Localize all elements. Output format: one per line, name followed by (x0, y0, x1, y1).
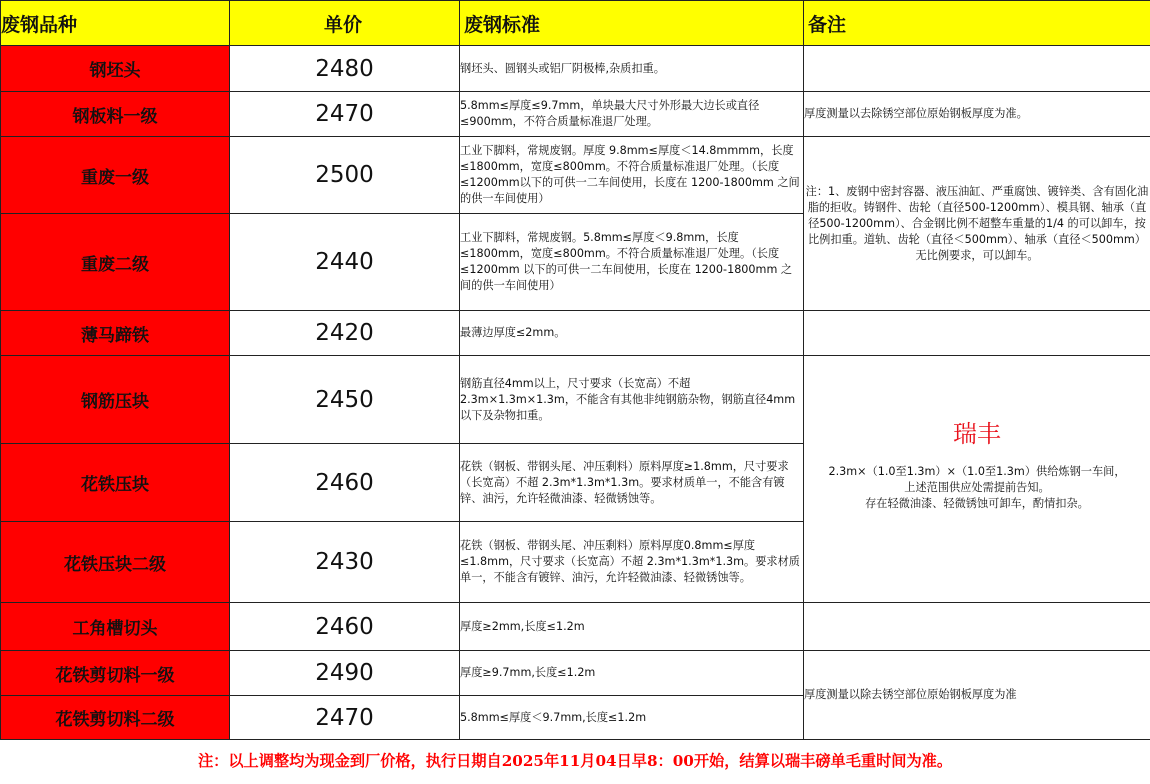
note-cell-empty (804, 603, 1150, 651)
kind-cell: 花铁剪切料二级 (1, 696, 230, 740)
standard-cell: 花铁（钢板、带钢头尾、冲压剩料）原料厚度≥1.8mm，尺寸要求（长宽高）不超 2.3m*1.3m*1.3m。要求材质单一，不能含有镀锌、油污，允许轻微油漆、轻微锈蚀等。 (460, 444, 804, 522)
header-row (1, 1, 1150, 46)
standard-cell: 钢筋直径4mm以上，尺寸要求（长宽高）不超2.3m×1.3m×1.3m，不能含有其他非纯钢筋杂物，钢筋直径4mm以下及杂物扣重。 (460, 356, 804, 444)
bale-note-line: 存在轻微油漆、轻微锈蚀可卸车，酌情扣杂。 (865, 497, 1089, 510)
kind-cell: 花铁压块 (1, 444, 230, 522)
kind-cell: 重废二级 (1, 214, 230, 311)
table-row (1, 603, 1150, 651)
kind-cell: 钢板料一级 (1, 92, 230, 137)
standard-cell: 5.8mm≤厚度≤9.7mm，单块最大尺寸外形最大边长或直径≤900mm，不符合质量标准退厂处理。 (460, 92, 804, 137)
price-cell: 2480 (230, 46, 460, 92)
standard-cell: 5.8mm≤厚度＜9.7mm,长度≤1.2m (460, 696, 804, 740)
kind-cell: 钢坯头 (1, 46, 230, 92)
table-row (1, 651, 1150, 696)
note-cell-empty (804, 46, 1150, 92)
note-shear: 厚度测量以除去锈空部位原始钢板厚度为准 (804, 651, 1150, 740)
kind-cell: 重废一级 (1, 137, 230, 214)
table-row (1, 311, 1150, 356)
price-cell: 2440 (230, 214, 460, 311)
price-cell: 2470 (230, 92, 460, 137)
standard-cell: 钢坯头、圆钢头或铝厂阴极棒,杂质扣重。 (460, 46, 804, 92)
standard-cell: 花铁（钢板、带钢头尾、冲压剩料）原料厚度0.8mm≤厚度≤1.8mm，尺寸要求（长宽高）不超 2.3m*1.3m*1.3m。要求材质单一，不能含有镀锌、油污，允许轻微油漆、轻微锈蚀等。 (460, 522, 804, 603)
standard-cell: 工业下脚料，常规废钢。5.8mm≤厚度＜9.8mm，长度≤1800mm，宽度≤800mm。不符合质量标准退厂处理。（长度≤1200mm 以下的可供一二车间使用，长度在 1200-1800mm 之间的供一车间使用） (460, 214, 804, 311)
header-note: 备注 (804, 1, 1150, 46)
price-cell: 2460 (230, 444, 460, 522)
standard-cell: 厚度≥2mm,长度≤1.2m (460, 603, 804, 651)
standard-cell: 最薄边厚度≤2mm。 (460, 311, 804, 356)
standard-cell: 厚度≥9.7mm,长度≤1.2m (460, 651, 804, 696)
price-cell: 2490 (230, 651, 460, 696)
footer-note: 注：以上调整均为现金到厂价格，执行日期自2025年11月04日早8：00开始，结算以瑞丰磅单毛重时间为准。 (197, 752, 953, 770)
kind-cell: 花铁压块二级 (1, 522, 230, 603)
kind-cell: 工角槽切头 (1, 603, 230, 651)
price-cell: 2420 (230, 311, 460, 356)
table-row (1, 137, 1150, 214)
note-heavy-scrap: 注：1、废钢中密封容器、液压油缸、严重腐蚀、镀锌类、含有固化油脂的拒收。铸钢件、齿轮（直径500-1200mm）、模具钢、轴承（直径500-1200mm）、合金钢比例不超整车重量的1/4 的可以卸车，按比例扣重。道轨、齿轮（直径＜500mm）、轴承（直径＜500mm）无比例要求，可以卸车。 (804, 137, 1150, 311)
kind-cell: 薄马蹄铁 (1, 311, 230, 356)
brand-name: 瑞丰 (953, 420, 1001, 448)
note-cell-empty (804, 311, 1150, 356)
header-price: 单价 (230, 1, 460, 46)
price-cell: 2500 (230, 137, 460, 214)
bale-note-line: 上述范围供应处需提前告知。 (904, 481, 1050, 494)
table-row (1, 92, 1150, 137)
price-cell: 2470 (230, 696, 460, 740)
price-cell: 2430 (230, 522, 460, 603)
kind-cell: 钢筋压块 (1, 356, 230, 444)
table-row (1, 46, 1150, 92)
kind-cell: 花铁剪切料一级 (1, 651, 230, 696)
table-row (1, 356, 1150, 444)
header-standard: 废钢标准 (460, 1, 804, 46)
price-cell: 2460 (230, 603, 460, 651)
note-plate-thickness: 厚度测量以去除锈空部位原始钢板厚度为准。 (804, 92, 1150, 137)
header-kind: 废钢品种 (1, 1, 230, 46)
standard-cell: 工业下脚料，常规废钢。厚度 9.8mm≤厚度＜14.8mmmm，长度≤1800mm，宽度≤800mm。不符合质量标准退厂处理。（长度≤1200mm以下的可供一二车间使用，长度在 1200-1800mm 之间的供一车间使用） (460, 137, 804, 214)
price-cell: 2450 (230, 356, 460, 444)
note-bale-spec (804, 356, 1150, 603)
bale-note-line: 2.3m×（1.0至1.3m）×（1.0至1.3m）供给炼钢一车间， (828, 465, 1126, 478)
